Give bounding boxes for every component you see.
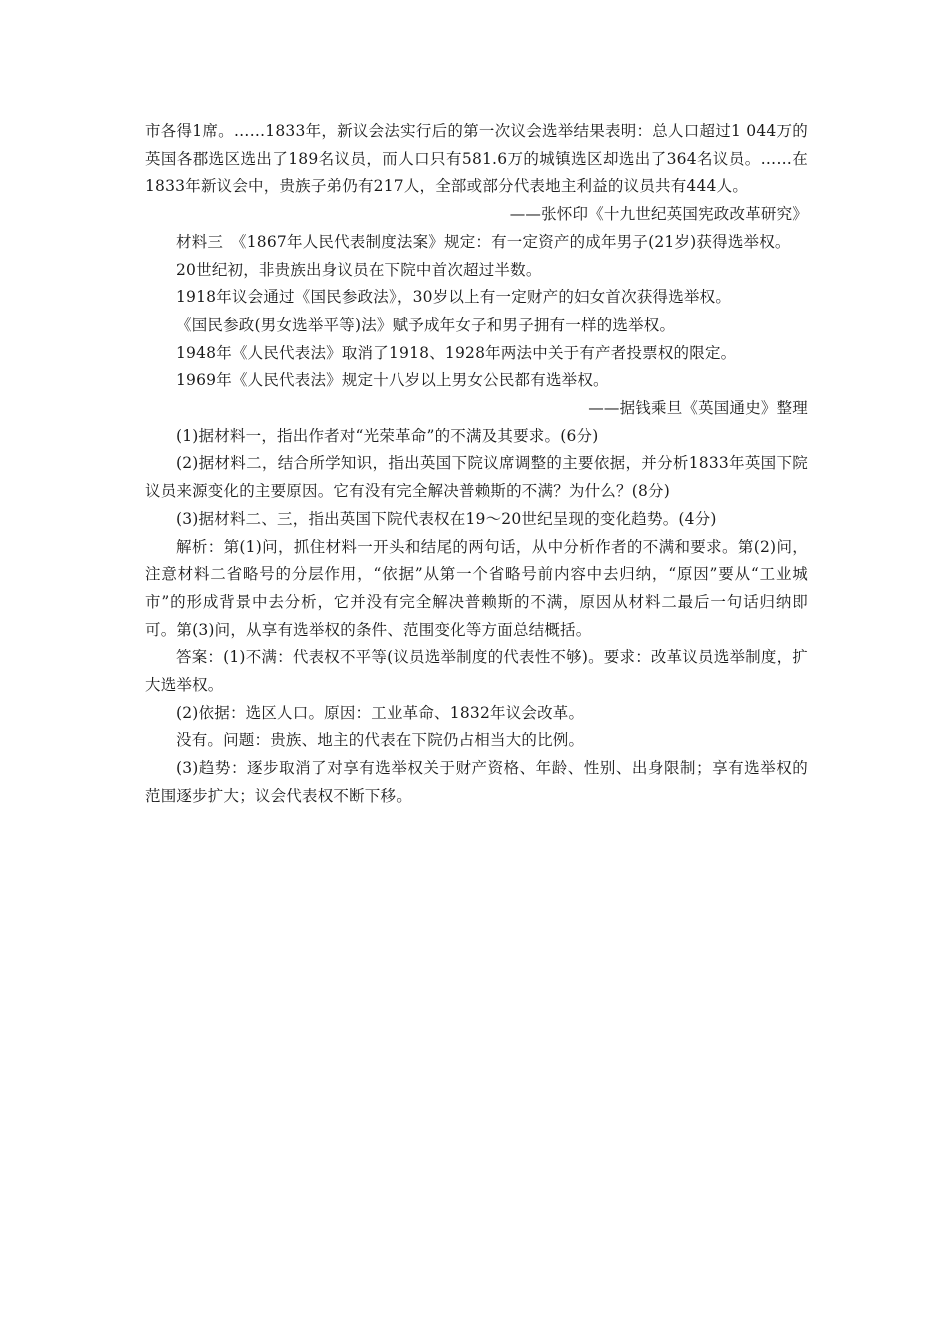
material3-paragraph: 20世纪初，非贵族出身议员在下院中首次超过半数。 [176,260,542,279]
document-page [145,118,808,811]
answer-paragraph: 没有。问题：贵族、地主的代表在下院仍占相当大的比例。 [176,731,585,750]
question: (1)据材料一，指出作者对“光荣革命”的不满及其要求。(6分) [176,426,599,445]
answer-paragraph: 答案：(1)不满：代表权不平等(议员选举制度的代表性不够)。要求：改革议员选举制度，扩大选举权。 [145,648,808,695]
answer-paragraph: (3)趋势：逐步取消了对享有选举权关于财产资格、年龄、性别、出身限制；享有选举权的范围逐步扩大；议会代表权不断下移。 [145,759,808,805]
material3-paragraph: 《国民参政(男女选举平等)法》赋予成年女子和男子拥有一样的选举权。 [176,315,676,334]
material3-paragraph: 1969年《人民代表法》规定十八岁以上男女公民都有选举权。 [176,371,609,390]
material3-paragraph: 1948年《人民代表法》取消了1918、1928年两法中关于有产者投票权的限定。 [176,343,737,362]
material2-source: ——张怀印《十九世纪英国宪政改革研究》 [509,205,808,224]
material2-paragraph: 市各得1席。……1833年，新议会法实行后的第一次议会选举结果表明：总人口超过1 044万的英国各郡选区选出了189名议员，而人口只有581.6万的城镇选区却选出了364名议员。……在1833年新议会中，贵族子弟仍有217人，全部或部分代表地主利益的议员共有444人。 [145,122,808,196]
question: (2)据材料二，结合所学知识，指出英国下院议席调整的主要依据，并分析1833年英国下院议员来源变化的主要原因。它有没有完全解决普赖斯的不满？为什么？(8分) [145,454,808,501]
material3-paragraph: 1918年议会通过《国民参政法》，30岁以上有一定财产的妇女首次获得选举权。 [176,288,732,307]
answer-paragraph: (2)依据：选区人口。原因：工业革命、1832年议会改革。 [176,703,585,722]
material3-source: ——据钱乘旦《英国通史》整理 [588,399,808,418]
question: (3)据材料二、三，指出英国下院代表权在19～20世纪呈现的变化趋势。(4分) [176,509,717,528]
material3-paragraph: 材料三 《1867年人民代表制度法案》规定：有一定资产的成年男子(21岁)获得选举权。 [176,232,791,251]
analysis-paragraph: 解析：第(1)问，抓住材料一开头和结尾的两句话，从中分析作者的不满和要求。第(2)问，注意材料二省略号的分层作用，“依据”从第一个省略号前内容中去归纳，“原因”要从“工业城市”的形成背景中去分析，它并没有完全解决普赖斯的不满，原因从材料二最后一句话归纳即可。第(3)问，从享有选举权的条件、范围变化等方面总结概括。 [145,537,808,639]
